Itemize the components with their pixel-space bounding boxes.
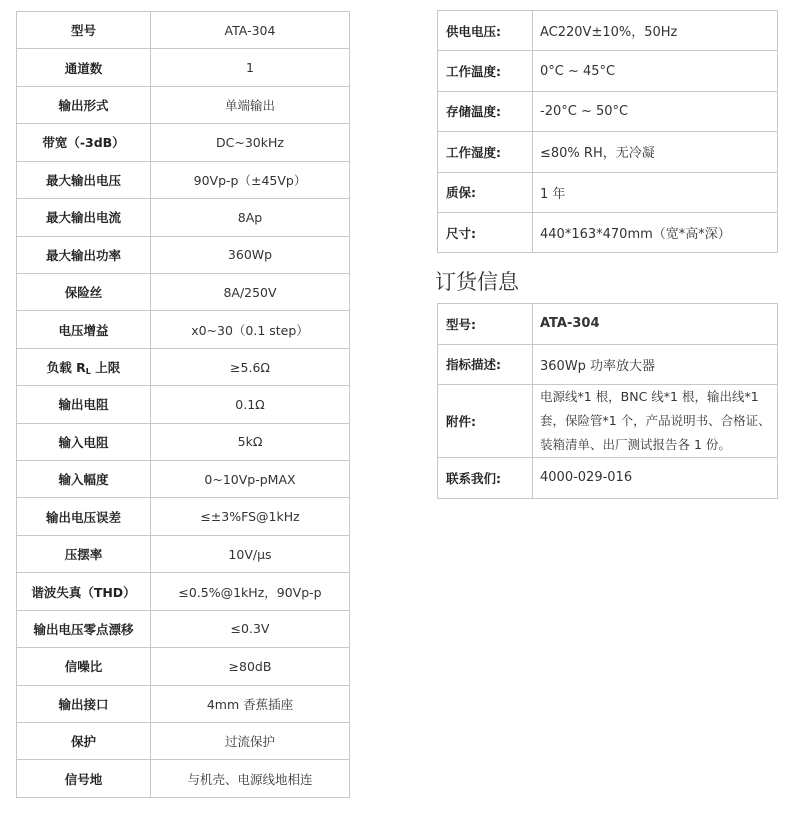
label-prefix: 负载 R — [46, 360, 86, 375]
env-row-operating-temp — [438, 51, 778, 91]
spec-row-input-amplitude — [17, 461, 350, 498]
env-label: 工作湿度: — [438, 132, 533, 172]
order-row-accessories — [438, 385, 778, 458]
spec-label: 保护 — [17, 723, 151, 760]
contact-phone: 4000-029-016 — [533, 458, 778, 499]
spec-value: 1 — [151, 49, 350, 86]
spec-row-thd — [17, 573, 350, 610]
label-suffix: 上限 — [90, 360, 121, 375]
spec-label: 输出接口 — [17, 685, 151, 722]
order-info-table — [437, 303, 778, 499]
env-row-dimensions — [438, 212, 778, 252]
spec-label: 最大输出电压 — [17, 161, 151, 198]
spec-label: 输出电压零点漂移 — [17, 610, 151, 647]
spec-value: 90Vp-p（±45Vp） — [151, 161, 350, 198]
spec-label: 最大输出电流 — [17, 199, 151, 236]
spec-value: ≥5.6Ω — [151, 348, 350, 385]
order-row-contact — [438, 458, 778, 499]
spec-value: ≤0.5%@1kHz，90Vp-p — [151, 573, 350, 610]
env-label: 存储温度: — [438, 91, 533, 131]
spec-label: 信号地 — [17, 760, 151, 797]
spec-value: 0.1Ω — [151, 386, 350, 423]
order-row-model — [438, 304, 778, 345]
spec-value: ≥80dB — [151, 648, 350, 685]
spec-label: 型号 — [17, 12, 151, 49]
env-row-warranty — [438, 172, 778, 212]
spec-row-max-current — [17, 199, 350, 236]
spec-label: 输入幅度 — [17, 461, 151, 498]
spec-value: ≤0.3V — [151, 610, 350, 647]
spec-row-signal-ground — [17, 760, 350, 797]
spec-row-load-limit — [17, 348, 350, 385]
label-subscript: L — [85, 367, 91, 376]
order-value: ATA-304 — [533, 304, 778, 345]
spec-label: 保险丝 — [17, 273, 151, 310]
spec-label: 压摆率 — [17, 535, 151, 572]
spec-row-model — [17, 12, 350, 49]
spec-table — [16, 11, 350, 798]
spec-value: 过流保护 — [151, 723, 350, 760]
env-row-power-supply — [438, 11, 778, 51]
spec-value: 5kΩ — [151, 423, 350, 460]
env-row-storage-temp — [438, 91, 778, 131]
spec-row-slew-rate — [17, 535, 350, 572]
spec-value: 8Ap — [151, 199, 350, 236]
env-row-humidity — [438, 132, 778, 172]
spec-row-zero-drift — [17, 610, 350, 647]
spec-row-max-voltage — [17, 161, 350, 198]
order-label: 附件: — [438, 385, 533, 458]
order-row-description — [438, 344, 778, 385]
spec-row-output-interface — [17, 685, 350, 722]
spec-label: 谐波失真（THD） — [17, 573, 151, 610]
spec-value: 360Wp — [151, 236, 350, 273]
spec-label — [17, 348, 151, 385]
env-label: 尺寸: — [438, 212, 533, 252]
env-value: AC220V±10%，50Hz — [533, 11, 778, 51]
spec-value: 0~10Vp-pMAX — [151, 461, 350, 498]
spec-row-max-power — [17, 236, 350, 273]
spec-value: x0~30（0.1 step） — [151, 311, 350, 348]
order-value: 360Wp 功率放大器 — [533, 344, 778, 385]
spec-value: 单端输出 — [151, 86, 350, 123]
spec-value: ≤±3%FS@1kHz — [151, 498, 350, 535]
spec-row-snr — [17, 648, 350, 685]
order-label: 指标描述: — [438, 344, 533, 385]
spec-value: 8A/250V — [151, 273, 350, 310]
spec-value: 10V/μs — [151, 535, 350, 572]
environment-table — [437, 10, 778, 253]
spec-label: 带宽（-3dB） — [17, 124, 151, 161]
spec-label: 输出电压误差 — [17, 498, 151, 535]
spec-row-fuse — [17, 273, 350, 310]
env-value: 440*163*470mm（宽*高*深） — [533, 212, 778, 252]
spec-label: 通道数 — [17, 49, 151, 86]
spec-label: 输出电阻 — [17, 386, 151, 423]
env-value: 1 年 — [533, 172, 778, 212]
spec-label: 输出形式 — [17, 86, 151, 123]
spec-row-voltage-error — [17, 498, 350, 535]
env-label: 工作温度: — [438, 51, 533, 91]
env-value: -20°C ~ 50°C — [533, 91, 778, 131]
order-value: 电源线*1 根，BNC 线*1 根，输出线*1 套，保险管*1 个，产品说明书、合格证、装箱清单、出厂测试报告各 1 份。 — [533, 385, 778, 458]
spec-value: 4mm 香蕉插座 — [151, 685, 350, 722]
spec-row-protection — [17, 723, 350, 760]
spec-row-voltage-gain — [17, 311, 350, 348]
spec-label: 信噪比 — [17, 648, 151, 685]
spec-row-channels — [17, 49, 350, 86]
spec-label: 电压增益 — [17, 311, 151, 348]
env-value: ≤80% RH，无冷凝 — [533, 132, 778, 172]
order-info-heading: 订货信息 — [435, 270, 519, 294]
env-label: 质保: — [438, 172, 533, 212]
spec-value: 与机壳、电源线地相连 — [151, 760, 350, 797]
spec-row-output-form — [17, 86, 350, 123]
env-label: 供电电压: — [438, 11, 533, 51]
spec-label: 输入电阻 — [17, 423, 151, 460]
spec-row-input-resistance — [17, 423, 350, 460]
order-label: 型号: — [438, 304, 533, 345]
spec-value: ATA-304 — [151, 12, 350, 49]
env-value: 0°C ~ 45°C — [533, 51, 778, 91]
spec-row-bandwidth — [17, 124, 350, 161]
spec-value: DC~30kHz — [151, 124, 350, 161]
order-label: 联系我们: — [438, 458, 533, 499]
spec-label: 最大输出功率 — [17, 236, 151, 273]
spec-row-output-resistance — [17, 386, 350, 423]
